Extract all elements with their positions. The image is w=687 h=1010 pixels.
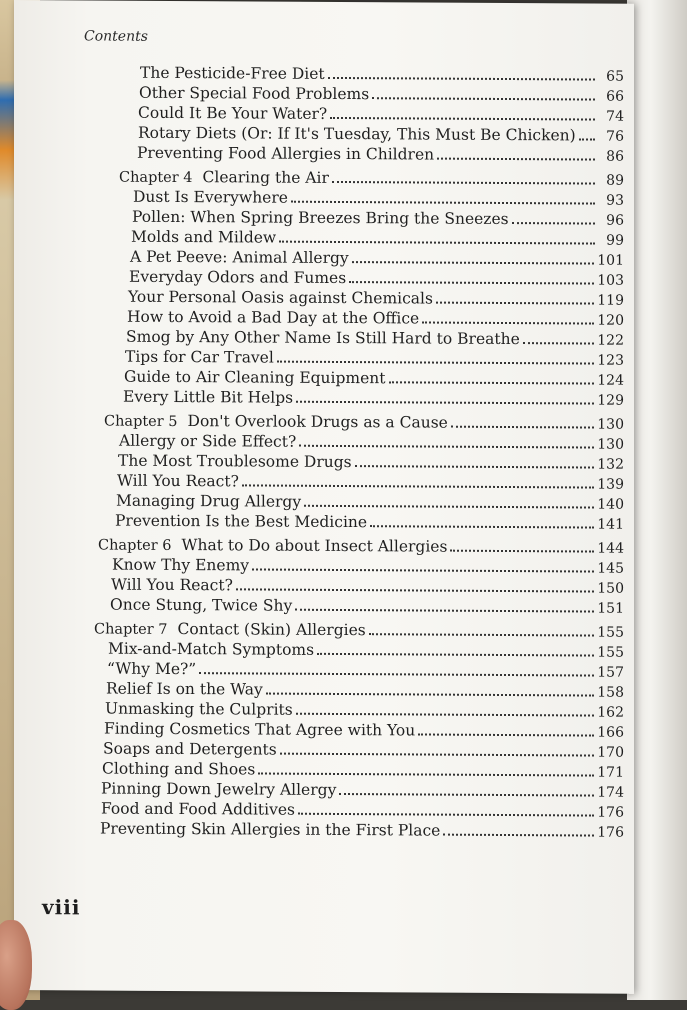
dot-leader	[236, 588, 594, 592]
dot-leader	[298, 813, 594, 817]
toc-page-number: 144	[597, 540, 624, 557]
dot-leader	[512, 222, 595, 225]
dot-leader	[252, 568, 594, 572]
toc-entry-title: Rotary Diets (Or: If It's Tuesday, This Must Be Chicken)	[138, 123, 576, 145]
dot-leader	[266, 693, 595, 697]
toc-page-number: 132	[597, 456, 624, 473]
toc-entry-title: A Pet Peeve: Animal Allergy	[130, 247, 349, 268]
toc-entry-title: What to Do about Insect Allergies	[181, 536, 448, 556]
toc-entry-title: Mix-and-Match Symptoms	[108, 639, 315, 659]
dot-leader	[523, 342, 595, 344]
toc-page-number: 74	[606, 108, 624, 125]
dot-leader	[299, 445, 594, 449]
toc-entry-title: Every Little Bit Helps	[123, 387, 294, 407]
table-of-contents	[84, 62, 624, 841]
toc-entry-title: The Pesticide-Free Diet	[140, 63, 325, 83]
toc-page-number: 123	[597, 352, 624, 369]
dot-leader	[352, 261, 595, 264]
dot-leader	[242, 484, 594, 488]
toc-page-number: 157	[597, 664, 624, 681]
toc-page-number: 150	[597, 580, 624, 597]
toc-entry-title: Prevention Is the Best Medicine	[115, 511, 368, 532]
toc-entry-title: Finding Cosmetics That Agree with You	[104, 719, 416, 740]
toc-entry-title: Relief Is on the Way	[106, 679, 263, 699]
dot-leader	[296, 401, 594, 405]
dot-leader	[355, 465, 595, 468]
dot-leader	[317, 653, 594, 657]
toc-page-number: 166	[597, 724, 624, 741]
dot-leader	[339, 793, 594, 797]
toc-entry-title: Managing Drug Allergy	[116, 491, 302, 511]
toc-page-number: 145	[597, 560, 624, 577]
toc-page-number: 93	[606, 192, 624, 209]
dot-leader	[258, 772, 594, 776]
toc-page-number: 76	[606, 128, 624, 145]
toc-entry-title: Allergy or Side Effect?	[119, 431, 297, 451]
dot-leader	[450, 550, 594, 553]
toc-page-number: 99	[606, 232, 624, 249]
toc-page-number: 119	[597, 292, 624, 309]
dot-leader	[280, 753, 595, 757]
toc-entry-row	[84, 594, 624, 617]
dot-leader	[304, 505, 594, 509]
toc-page-number: 120	[597, 312, 624, 329]
toc-page-number: 96	[606, 212, 624, 229]
chapter-label: Chapter 7	[94, 621, 168, 638]
toc-entry-title: Preventing Food Allergies in Children	[137, 143, 435, 164]
toc-entry-row	[84, 510, 624, 533]
toc-page-number: 130	[597, 416, 624, 433]
running-head: Contents	[84, 28, 148, 45]
toc-entry-title: Tips for Car Travel	[125, 347, 274, 367]
toc-entry-title: Preventing Skin Allergies in the First Place	[100, 819, 441, 840]
toc-page-number: 140	[597, 496, 624, 513]
toc-page-number: 66	[606, 88, 624, 105]
toc-entry-title: Your Personal Oasis against Chemicals	[128, 287, 433, 308]
dot-leader	[328, 77, 595, 81]
toc-page-number: 124	[597, 372, 624, 389]
toc-page-number: 86	[606, 148, 624, 165]
toc-page-number: 141	[597, 516, 624, 533]
toc-page-number: 170	[597, 744, 624, 761]
toc-entry-title: Clothing and Shoes	[102, 759, 256, 779]
toc-page-number: 162	[597, 704, 624, 721]
page-folio: viii	[42, 895, 81, 920]
dot-leader	[451, 426, 594, 429]
book-page	[14, 0, 634, 994]
dot-leader	[437, 158, 595, 161]
toc-entry-title: Could It Be Your Water?	[138, 103, 328, 123]
chapter-label: Chapter 6	[98, 537, 172, 554]
dot-leader	[349, 281, 594, 284]
toc-page-number: 103	[597, 272, 624, 289]
toc-page-number: 158	[597, 684, 624, 701]
dot-leader	[370, 525, 594, 528]
dot-leader	[277, 361, 594, 365]
toc-entry-title: Molds and Mildew	[131, 227, 277, 247]
toc-page-number: 174	[597, 784, 624, 801]
toc-page-number: 139	[597, 476, 624, 493]
dot-leader	[369, 633, 595, 636]
dot-leader	[199, 672, 594, 676]
dot-leader	[436, 302, 594, 305]
dot-leader	[418, 733, 594, 736]
toc-entry-title: Pollen: When Spring Breezes Bring the Sneezes	[132, 207, 509, 229]
dot-leader	[295, 609, 594, 613]
toc-entry-row	[84, 818, 624, 841]
toc-entry-row	[84, 142, 624, 165]
toc-entry-title: Pinning Down Jewelry Allergy	[101, 779, 337, 799]
toc-page-number: 176	[597, 824, 624, 841]
chapter-label: Chapter 5	[104, 413, 178, 430]
chapter-label: Chapter 4	[119, 169, 193, 187]
toc-page-number: 151	[597, 600, 624, 617]
dot-leader	[279, 241, 595, 245]
toc-entry-title: Will You React?	[111, 575, 233, 595]
toc-entry-title: Don't Overlook Drugs as a Cause	[187, 412, 448, 432]
dot-leader	[296, 713, 595, 717]
background-next-page	[627, 0, 687, 1000]
toc-page-number: 122	[597, 332, 624, 349]
toc-entry-title: Unmasking the Culprits	[105, 699, 293, 719]
dot-leader	[579, 138, 595, 140]
toc-entry-title: Food and Food Additives	[101, 799, 295, 819]
toc-page-number: 155	[597, 644, 624, 661]
dot-leader	[422, 321, 594, 324]
toc-page-number: 155	[597, 624, 624, 641]
toc-page-number: 101	[597, 252, 624, 269]
dot-leader	[332, 181, 595, 185]
toc-entry-title: Everyday Odors and Fumes	[129, 267, 347, 288]
toc-entry-title: Contact (Skin) Allergies	[177, 619, 366, 640]
dot-leader	[372, 97, 595, 100]
toc-entry-title: Clearing the Air	[202, 168, 329, 187]
toc-page-number: 65	[606, 68, 624, 85]
toc-page-number: 176	[597, 804, 624, 821]
toc-page-number: 130	[597, 436, 624, 453]
toc-entry-title: “Why Me?”	[107, 659, 197, 679]
dot-leader	[291, 201, 595, 205]
dot-leader	[389, 381, 595, 384]
toc-page-number: 171	[597, 764, 624, 781]
toc-page-number: 129	[597, 392, 624, 409]
toc-entry-title: Soaps and Detergents	[103, 739, 277, 759]
toc-entry-title: Guide to Air Cleaning Equipment	[124, 367, 386, 388]
toc-entry-row	[84, 386, 624, 409]
toc-entry-title: How to Avoid a Bad Day at the Office	[127, 307, 420, 328]
toc-entry-title: The Most Troublesome Drugs	[118, 451, 352, 472]
toc-entry-title: Smog by Any Other Name Is Still Hard to Breathe	[126, 327, 520, 349]
toc-page-number: 89	[606, 172, 624, 189]
toc-entry-title: Dust Is Everywhere	[133, 187, 288, 207]
toc-entry-title: Other Special Food Problems	[139, 83, 370, 104]
dot-leader	[330, 117, 595, 121]
toc-entry-title: Will You React?	[117, 471, 239, 491]
toc-entry-title: Once Stung, Twice Shy	[110, 595, 293, 615]
toc-entry-title: Know Thy Enemy	[112, 555, 250, 575]
dot-leader	[443, 834, 594, 837]
